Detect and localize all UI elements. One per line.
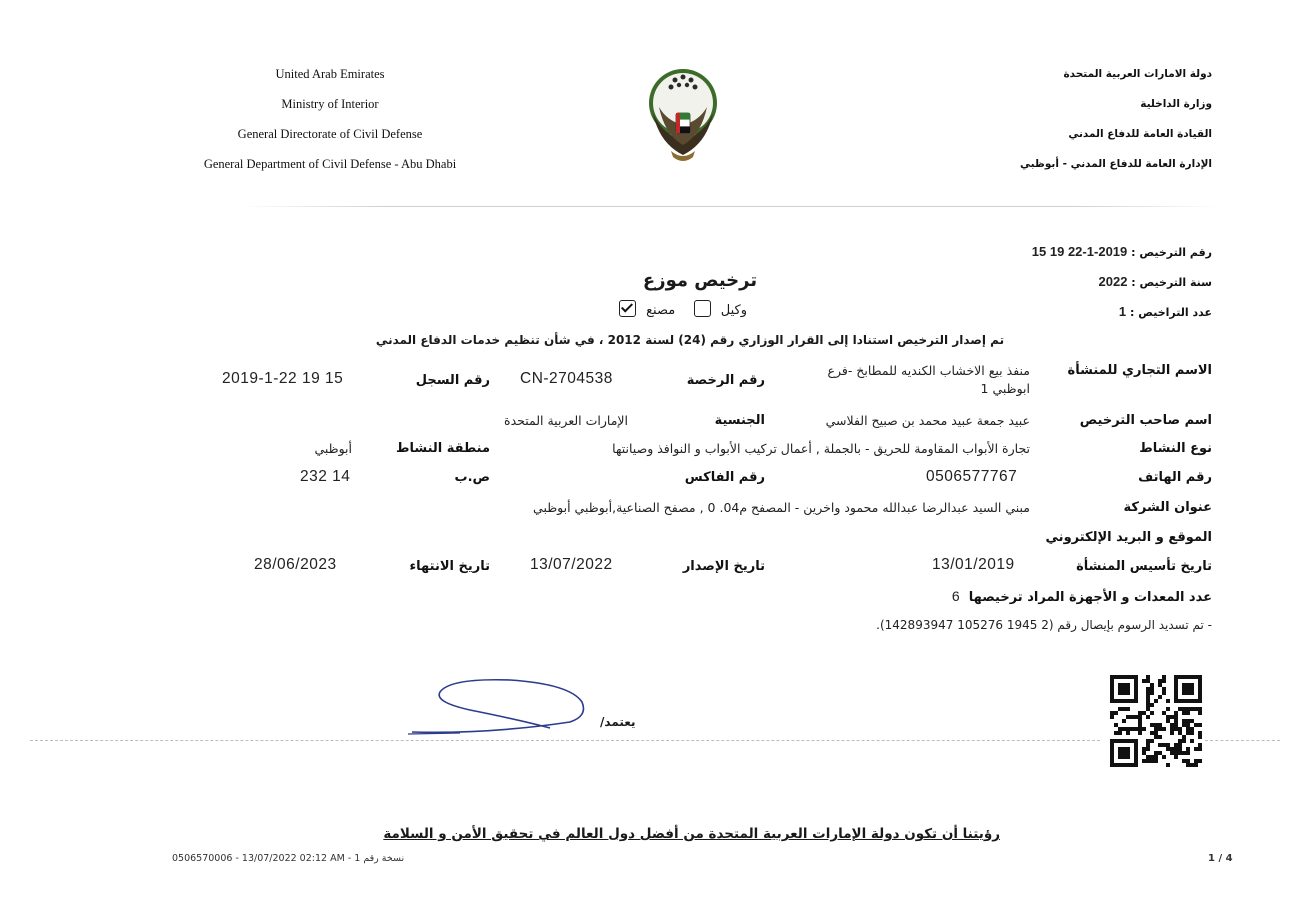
region-label: منطقة النشاط <box>395 441 490 456</box>
founded-date-value: 13/01/2019 <box>932 556 1015 573</box>
issue-date-label: تاريخ الإصدار <box>682 559 765 574</box>
trade-name-label: الاسم التجاري للمنشأة <box>1067 363 1212 378</box>
header-divider <box>240 206 1220 207</box>
vision-statement: رؤيتنا أن تكون دولة الإمارات العربية المتحدة من أفضل دول العالم في تحقيق الأمن و السلامة <box>383 826 1000 842</box>
owner-label: اسم صاحب الترخيص <box>1079 413 1212 428</box>
document-title: ترخيص موزع <box>642 270 758 291</box>
license-number-value: 2019-1-22 19 15 <box>1031 244 1128 259</box>
copy-info: 0506570006 - 13/07/2022 02:12 AM - نسخة رقم 1 <box>172 853 405 864</box>
region-value: أبوظبي <box>314 441 352 456</box>
qr-code-image <box>1110 675 1202 767</box>
register-no-label: رقم السجل <box>415 373 490 388</box>
nationality-value: الإمارات العربية المتحدة <box>504 413 628 428</box>
agent-option-label: وكيل <box>720 303 748 318</box>
issue-date-value: 13/07/2022 <box>530 556 613 573</box>
header-ar-line-4: الإدارة العامة للدفاع المدني - أبوظبي <box>1020 158 1212 170</box>
equipment-count-row <box>952 588 1212 605</box>
header-en-line-4: General Department of Civil Defense - Abu Dhabi <box>203 157 457 171</box>
founded-date-label: تاريخ تأسيس المنشأة <box>1076 559 1212 574</box>
trade-name-value <box>827 362 1030 398</box>
signature-divider <box>30 740 1100 742</box>
license-year-label: سنة الترخيص : <box>1131 276 1212 289</box>
fees-receipt-text: - تم تسديد الرسوم بإيصال رقم (2 1945 105276 142893947). <box>876 618 1212 632</box>
header-en-line-1: United Arab Emirates <box>275 67 385 81</box>
license-count-value: 1 <box>1118 304 1127 319</box>
approval-label: يعتمد/ <box>600 715 636 729</box>
signature-divider-right <box>1205 740 1280 742</box>
license-count-row <box>1119 304 1212 319</box>
decree-intro: تم إصدار الترخيص استنادا إلى القرار الوزاري رقم (24) لسنة 2012 ، في شأن تنظيم خدمات الدفاع المدني <box>375 333 1005 347</box>
page-number: 1 / 4 <box>1208 853 1233 864</box>
address-value: مبني السيد عبدالرضا عبدالله محمود واخرين - المصفح م04. 0 , مصفح الصناعية,أبوظبي أبوظبي <box>533 500 1030 515</box>
license-year-row <box>1099 274 1212 289</box>
phone-value: 0506577767 <box>926 468 1018 485</box>
license-year-value: 2022 <box>1098 274 1128 289</box>
license-no-label: رقم الرخصة <box>686 373 765 388</box>
trade-name-line-1: منفذ بيع الاخشاب الكنديه للمطابخ -فرع <box>827 363 1030 378</box>
activity-value: تجارة الأبواب المقاومة للحريق - بالجملة , أعمال تركيب الأبواب و النوافذ وصيانتها <box>612 441 1030 456</box>
website-email-label: الموقع و البريد الإلكتروني <box>1045 530 1212 545</box>
license-no-value: CN-2704538 <box>520 370 613 387</box>
equipment-count-label: عدد المعدات و الأجهزة المراد ترخيصها <box>968 590 1212 605</box>
pobox-label: ص.ب <box>454 470 490 485</box>
pobox-value: 232 14 <box>300 468 351 485</box>
license-count-label: عدد التراخيص : <box>1129 306 1212 319</box>
header-ar-line-3: القيادة العامة للدفاع المدني <box>1068 128 1212 140</box>
phone-label: رقم الهاتف <box>1138 470 1212 485</box>
uae-emblem-logo <box>645 55 721 170</box>
header-en-line-3: General Directorate of Civil Defense <box>237 127 423 141</box>
factory-checkbox[interactable] <box>619 300 636 317</box>
address-label: عنوان الشركة <box>1123 500 1212 515</box>
fax-label: رقم الفاكس <box>684 470 765 485</box>
license-type-options <box>560 300 800 318</box>
equipment-count-value: 6 <box>951 588 960 604</box>
header-ar-line-1: دولة الامارات العربية المتحدة <box>1063 68 1212 80</box>
expiry-date-label: تاريخ الانتهاء <box>409 559 490 574</box>
activity-label: نوع النشاط <box>1139 441 1212 456</box>
license-number-label: رقم الترخيص : <box>1131 246 1212 259</box>
signature-image <box>400 672 600 742</box>
factory-option-label: مصنع <box>646 303 676 318</box>
header-en-line-2: Ministry of Interior <box>281 97 379 111</box>
nationality-label: الجنسية <box>714 413 765 428</box>
expiry-date-value: 28/06/2023 <box>254 556 337 573</box>
header-ar-line-2: وزارة الداخلية <box>1140 98 1212 110</box>
license-number-row <box>1032 244 1212 259</box>
register-no-value: 2019-1-22 19 15 <box>222 370 344 387</box>
trade-name-line-2: ابوظبي 1 <box>980 381 1030 396</box>
owner-value: عبيد جمعة عبيد محمد بن صبيح الفلاسي <box>825 413 1030 428</box>
agent-checkbox[interactable] <box>694 300 711 317</box>
